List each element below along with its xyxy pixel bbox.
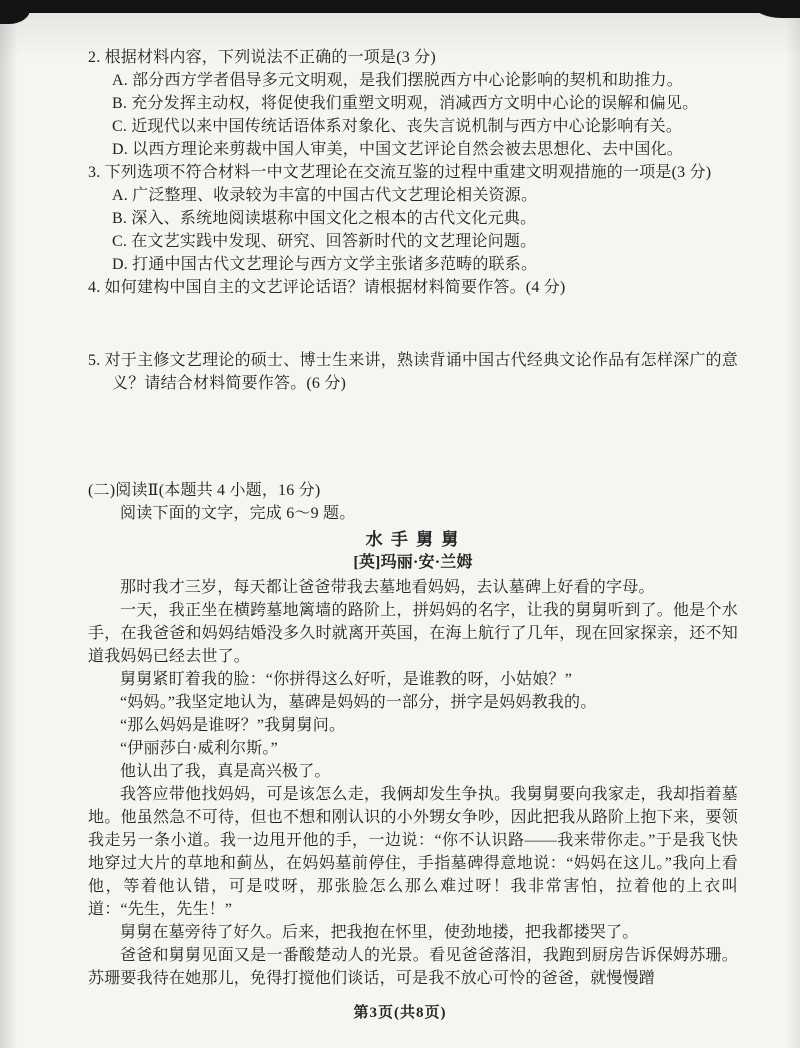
reading-instruction: 阅读下面的文字，完成 6～9 题。: [120, 505, 356, 522]
question-3-option-c: C. 在文艺实践中发现、研究、回答新时代的文艺理论问题。: [112, 233, 537, 250]
story-paragraph-2: 一天，我正坐在横跨墓地篱墙的路阶上，拼妈妈的名字，让我的舅舅听到了。他是个水手，在我爸爸和妈妈结婚没多久时就离开英国，在海上航行了几年，现在回家探亲，还不知道我妈妈已经去世了。: [88, 602, 738, 665]
story-paragraph-8: 我答应带他找妈妈，可是该怎么走，我俩却发生争执。我舅舅要向我家走，我却指着墓地。他虽然急不可待，但也不想和刚认识的小外甥女争吵，因此把我从路阶上抱下来，要领我走另一条小道。我一边甩开他的手，一边说：“你不认识路——我来带你走。”于是我飞快地穿过大片的草地和蓟丛，在妈妈墓前停住，手指墓碑得意地说：“妈妈在这儿。”我向上看他，等着他认错，可是哎呀，那张脸怎么那么难过呀！我非常害怕，拉着他的上衣叫道：“先生，先生！”: [88, 786, 738, 918]
question-3-option-d: D. 打通中国古代文艺理论与西方文学主张诸多范畴的联系。: [112, 256, 538, 273]
question-2: [88, 46, 738, 161]
question-5-stem: 5. 对于主修文艺理论的硕士、博士生来讲，熟读背诵中国古代经典文论作品有怎样深广的意义？请结合材料简要作答。(6 分): [88, 352, 738, 392]
story-title: 水 手 舅 舅: [365, 530, 461, 549]
question-2-option-a: A. 部分西方学者倡导多元文明观，是我们摆脱西方中心论影响的契机和助推力。: [112, 72, 683, 89]
story-paragraph-9: 舅舅在墓旁待了好久。后来，把我抱在怀里，使劲地搂，把我都搂哭了。: [120, 924, 639, 941]
scan-edge-top: [0, 0, 800, 13]
scan-edge-corner-left: [0, 0, 30, 24]
story-paragraph-4: “妈妈。”我坚定地认为，墓碑是妈妈的一部分，拼字是妈妈教我的。: [120, 694, 597, 711]
question-3: [88, 161, 738, 276]
question-2-stem: 2. 根据材料内容，下列说法不正确的一项是(3 分): [88, 49, 436, 66]
question-3-option-b: B. 深入、系统地阅读堪称中国文化之根本的古代文化元典。: [112, 210, 537, 227]
section-2-heading: (二)阅读Ⅱ(本题共 4 小题，16 分): [88, 482, 321, 499]
story-paragraph-6: “伊丽莎白·威利尔斯。”: [120, 740, 278, 757]
question-4-stem: 4. 如何建构中国自主的文艺评论话语？请根据材料简要作答。(4 分): [88, 279, 566, 296]
page-content: [88, 46, 738, 990]
story-paragraph-5: “那么妈妈是谁呀？”我舅舅问。: [120, 717, 346, 734]
question-3-option-a: A. 广泛整理、收录较为丰富的中国古代文艺理论相关资源。: [112, 187, 538, 204]
question-2-option-d: D. 以西方理论来剪裁中国人审美，中国文艺评论自然会被去思想化、去中国化。: [112, 141, 683, 158]
story-paragraph-7: 他认出了我，真是高兴极了。: [120, 763, 331, 780]
story-paragraph-3: 舅舅紧盯着我的脸：“你拼得这么好听，是谁教的呀，小姑娘？”: [120, 671, 573, 688]
question-2-option-b: B. 充分发挥主动权，将促使我们重塑文明观，消减西方文明中心论的误解和偏见。: [112, 95, 699, 112]
page-footer: 第3页(共8页): [353, 1005, 447, 1021]
story-paragraph-10: 爸爸和舅舅见面又是一番酸楚动人的光景。看见爸爸落泪，我跑到厨房告诉保姆苏珊。苏珊要我待在她那儿，免得打搅他们谈话，可是我不放心可怜的爸爸，就慢慢蹭: [88, 947, 738, 987]
story-author: [英]玛丽·安·兰姆: [353, 554, 473, 571]
question-3-options: [88, 184, 738, 276]
question-2-options: [88, 69, 738, 161]
scan-edge-corner-right: [754, 0, 800, 18]
question-2-option-c: C. 近现代以来中国传统话语体系对象化、丧失言说机制与西方中心论影响有关。: [112, 118, 683, 135]
question-3-stem: 3. 下列选项不符合材料一中文艺理论在交流互鉴的过程中重建文明观措施的一项是(3 分): [88, 164, 712, 181]
story-paragraph-1: 那时我才三岁，每天都让爸爸带我去墓地看妈妈，去认墓碑上好看的字母。: [120, 579, 655, 596]
